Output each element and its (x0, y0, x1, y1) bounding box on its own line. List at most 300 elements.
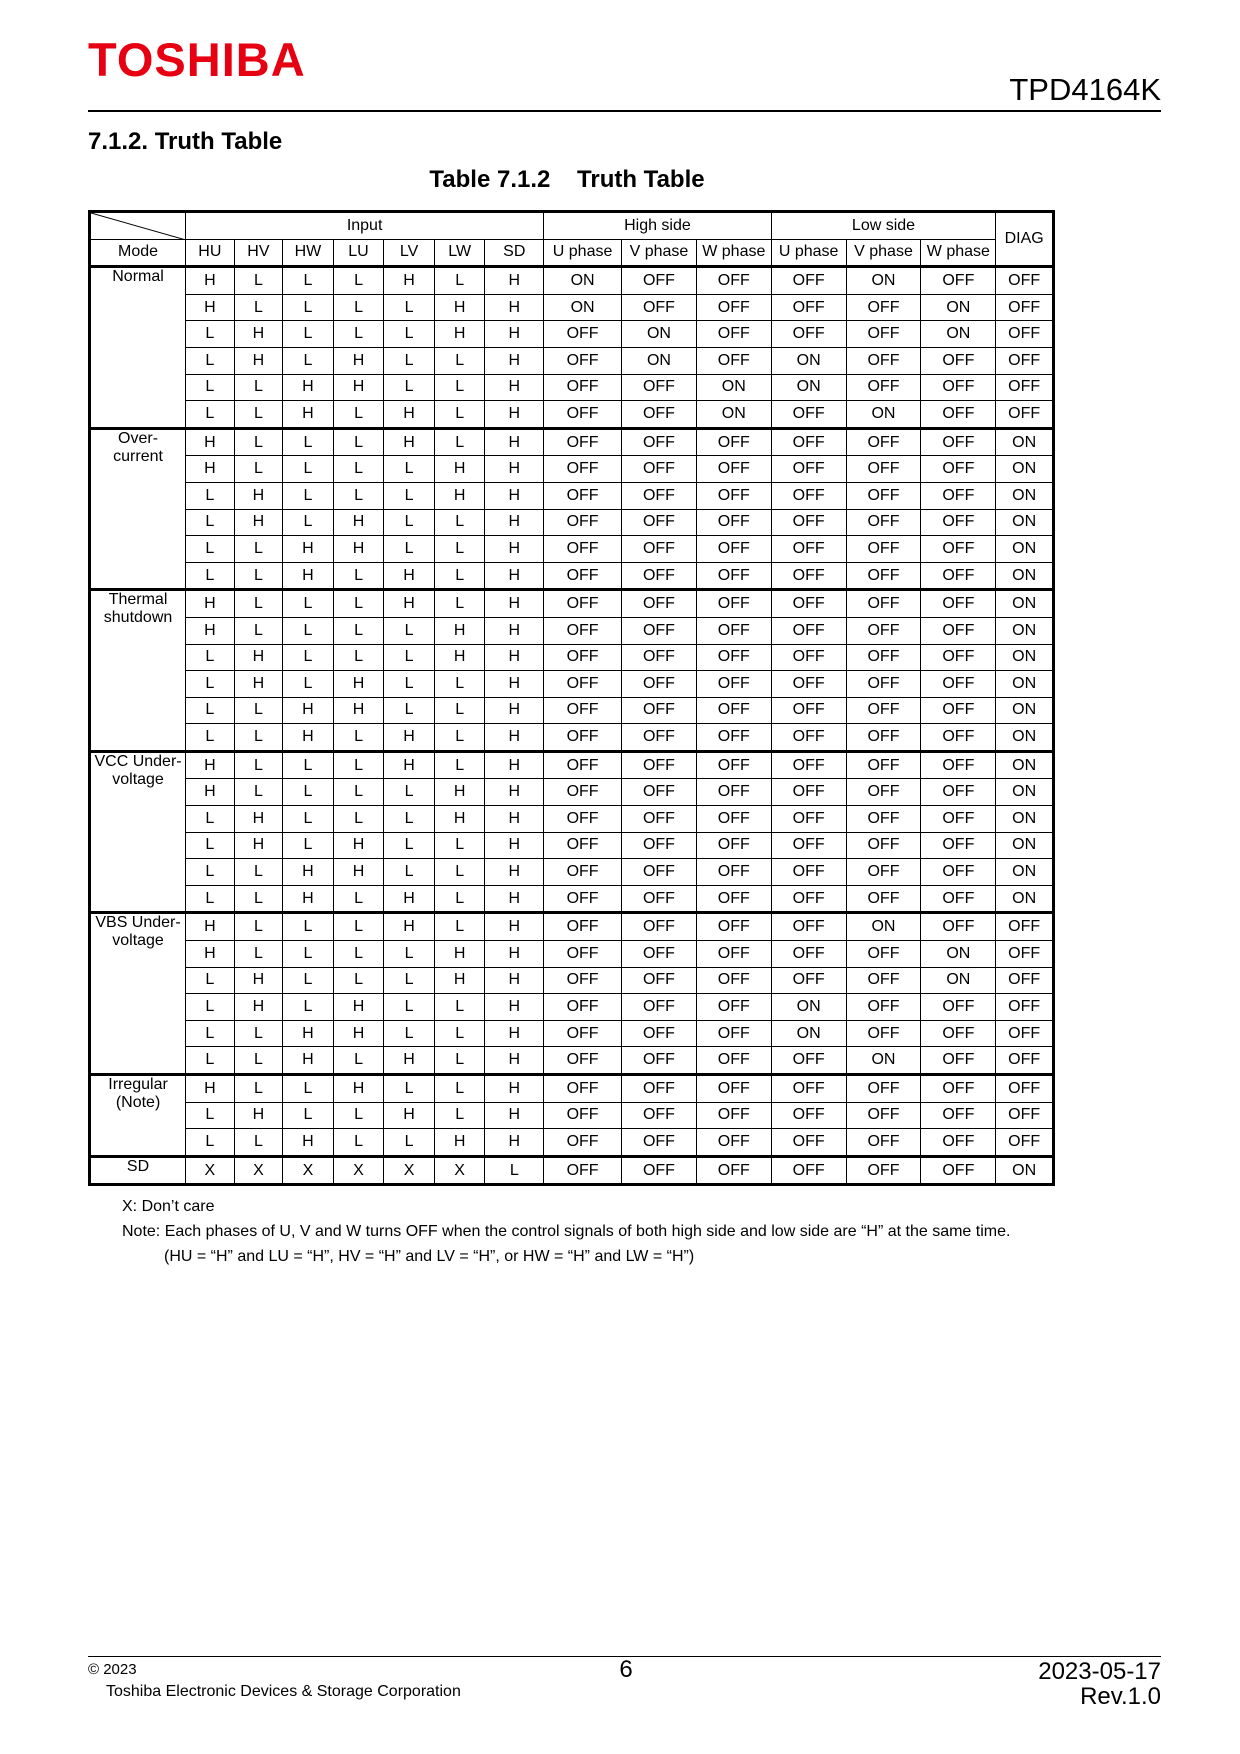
table-cell: OFF (846, 1020, 921, 1047)
mode-cell (90, 590, 186, 752)
table-cell: H (333, 697, 384, 724)
table-cell: L (333, 913, 384, 941)
table-cell: OFF (846, 347, 921, 374)
dont-care-note: X: Don’t care (122, 1198, 215, 1215)
table-cell: OFF (696, 994, 771, 1021)
table-cell: OFF (996, 1102, 1054, 1129)
brand-logo: TOSHIBA (88, 33, 306, 86)
table-cell: OFF (921, 428, 996, 456)
mode-label: Irregular (108, 1076, 168, 1093)
table-cell: H (485, 321, 544, 348)
table-cell: OFF (771, 806, 846, 833)
column-header: V phase (622, 239, 697, 267)
table-cell: OFF (921, 697, 996, 724)
table-cell: H (434, 1129, 485, 1157)
table-cell: H (283, 885, 334, 913)
table-cell: OFF (544, 671, 622, 698)
table-cell: OFF (696, 1020, 771, 1047)
table-cell: OFF (696, 779, 771, 806)
table-cell: L (186, 697, 235, 724)
column-header: SD (485, 239, 544, 267)
table-cell: H (234, 509, 283, 536)
table-cell: H (333, 859, 384, 886)
table-cell: OFF (846, 374, 921, 401)
table-cell: H (485, 671, 544, 698)
table-cell: OFF (771, 885, 846, 913)
table-cell: ON (996, 456, 1054, 483)
table-cell: H (485, 456, 544, 483)
table-cell: OFF (622, 428, 697, 456)
irregular-note: Note: Each phases of U, V and W turns OFF when the control signals of both high side and low side are “H” at the same time. (122, 1223, 1011, 1240)
table-cell: L (333, 321, 384, 348)
table-cell: L (283, 428, 334, 456)
table-cell: H (333, 1075, 384, 1103)
table-cell: OFF (846, 562, 921, 590)
table-cell: H (283, 1020, 334, 1047)
table-cell: OFF (921, 779, 996, 806)
table-cell: H (384, 562, 435, 590)
table-cell: OFF (846, 509, 921, 536)
table-cell: OFF (544, 832, 622, 859)
table-cell: X (186, 1156, 235, 1185)
table-cell: H (485, 509, 544, 536)
table-cell: OFF (996, 1075, 1054, 1103)
table-cell: ON (996, 644, 1054, 671)
table-cell: OFF (544, 724, 622, 752)
table-cell: X (434, 1156, 485, 1185)
table-cell: OFF (846, 671, 921, 698)
table-cell: ON (996, 428, 1054, 456)
table-cell: OFF (771, 671, 846, 698)
table-cell: OFF (771, 1102, 846, 1129)
table-cell: L (434, 913, 485, 941)
table-row (90, 913, 1054, 941)
mode-label: Over- (118, 429, 159, 447)
table-cell: OFF (846, 1102, 921, 1129)
table-cell: L (283, 967, 334, 994)
table-row (90, 671, 1054, 698)
table-cell: OFF (696, 913, 771, 941)
table-cell: OFF (846, 779, 921, 806)
section-title: 7.1.2. Truth Table (88, 128, 283, 155)
table-cell: L (434, 401, 485, 429)
table-cell: H (485, 294, 544, 321)
table-cell: OFF (622, 590, 697, 618)
table-cell: L (384, 456, 435, 483)
table-cell: H (384, 267, 435, 295)
table-cell: L (186, 832, 235, 859)
table-cell: OFF (921, 1047, 996, 1075)
table-cell: OFF (846, 321, 921, 348)
table-cell: OFF (622, 1156, 697, 1185)
table-cell: OFF (696, 724, 771, 752)
table-cell: OFF (771, 321, 846, 348)
table-cell: L (283, 941, 334, 968)
table-cell: ON (921, 321, 996, 348)
table-row (90, 697, 1054, 724)
table-cell: OFF (544, 994, 622, 1021)
table-cell: H (186, 913, 235, 941)
table-cell: L (186, 347, 235, 374)
table-cell: OFF (622, 885, 697, 913)
table-cell: OFF (921, 562, 996, 590)
table-cell: H (434, 321, 485, 348)
table-cell: L (234, 562, 283, 590)
table-cell: L (186, 1020, 235, 1047)
table-cell: OFF (921, 1020, 996, 1047)
column-header: LW (434, 239, 485, 267)
table-cell: L (283, 482, 334, 509)
table-cell: OFF (771, 562, 846, 590)
table-cell: OFF (846, 724, 921, 752)
table-cell: OFF (771, 267, 846, 295)
table-cell: OFF (771, 751, 846, 779)
table-cell: L (333, 267, 384, 295)
table-cell: OFF (921, 1075, 996, 1103)
mode-label-line2: current (113, 447, 163, 465)
table-cell: OFF (771, 1156, 846, 1185)
table-cell: ON (996, 562, 1054, 590)
table-cell: OFF (921, 994, 996, 1021)
table-cell: OFF (696, 1129, 771, 1157)
document-revision: Rev.1.0 (1080, 1683, 1161, 1710)
table-cell: L (384, 509, 435, 536)
table-cell: OFF (846, 1156, 921, 1185)
table-row (90, 456, 1054, 483)
table-cell: L (186, 321, 235, 348)
table-cell: H (485, 724, 544, 752)
table-row (90, 267, 1054, 295)
table-cell: H (485, 644, 544, 671)
table-cell: L (234, 779, 283, 806)
table-cell: ON (622, 347, 697, 374)
table-cell: L (384, 294, 435, 321)
page-number: 6 (619, 1656, 633, 1683)
table-cell: H (485, 994, 544, 1021)
table-cell: OFF (771, 941, 846, 968)
table-cell: H (485, 967, 544, 994)
table-cell: OFF (622, 1047, 697, 1075)
table-cell: OFF (622, 1129, 697, 1157)
table-cell: OFF (544, 751, 622, 779)
table-cell: OFF (771, 294, 846, 321)
table-cell: OFF (696, 456, 771, 483)
table-cell: L (333, 885, 384, 913)
table-cell: ON (622, 321, 697, 348)
table-cell: OFF (544, 562, 622, 590)
table-cell: H (333, 347, 384, 374)
table-cell: ON (696, 374, 771, 401)
table-cell: H (485, 751, 544, 779)
table-cell: H (485, 482, 544, 509)
column-header: U phase (544, 239, 622, 267)
table-cell: L (384, 482, 435, 509)
table-cell: OFF (996, 321, 1054, 348)
table-cell: OFF (622, 267, 697, 295)
table-cell: H (234, 832, 283, 859)
diag-header: DIAG (996, 212, 1054, 267)
table-cell: OFF (771, 617, 846, 644)
table-cell: OFF (622, 941, 697, 968)
table-cell: OFF (921, 347, 996, 374)
table-cell: OFF (771, 913, 846, 941)
table-cell: H (234, 967, 283, 994)
table-cell: H (485, 885, 544, 913)
table-cell: L (434, 671, 485, 698)
table-cell: H (384, 913, 435, 941)
table-cell: H (485, 859, 544, 886)
table-cell: L (234, 401, 283, 429)
table-cell: ON (996, 482, 1054, 509)
table-cell: H (234, 321, 283, 348)
table-cell: ON (846, 401, 921, 429)
table-cell: OFF (921, 456, 996, 483)
table-cell: H (384, 428, 435, 456)
table-cell: OFF (544, 482, 622, 509)
table-cell: OFF (544, 321, 622, 348)
notes (122, 1194, 1010, 1269)
column-header: V phase (846, 239, 921, 267)
table-cell: OFF (622, 617, 697, 644)
table-cell: OFF (771, 1047, 846, 1075)
table-cell: L (333, 1129, 384, 1157)
table-row (90, 401, 1054, 429)
table-cell: H (234, 806, 283, 833)
column-header: W phase (921, 239, 996, 267)
table-cell: L (434, 347, 485, 374)
table-cell: L (234, 374, 283, 401)
mode-cell (90, 428, 186, 590)
table-cell: H (283, 536, 334, 563)
table-cell: ON (996, 832, 1054, 859)
table-cell: L (234, 885, 283, 913)
table-row (90, 482, 1054, 509)
table-cell: H (186, 779, 235, 806)
table-cell: H (485, 697, 544, 724)
table-cell: OFF (996, 1047, 1054, 1075)
table-cell: L (186, 1129, 235, 1157)
table-cell: L (186, 644, 235, 671)
table-cell: OFF (696, 562, 771, 590)
table-cell: L (283, 321, 334, 348)
table-cell: L (384, 994, 435, 1021)
table-cell: L (384, 321, 435, 348)
table-cell: L (384, 617, 435, 644)
table-cell: L (434, 509, 485, 536)
copyright: © 2023 (88, 1661, 137, 1678)
table-cell: X (283, 1156, 334, 1185)
table-cell: L (434, 536, 485, 563)
table-cell: OFF (622, 724, 697, 752)
table-row (90, 428, 1054, 456)
table-cell: OFF (771, 779, 846, 806)
table-cell: OFF (996, 913, 1054, 941)
table-cell: OFF (622, 994, 697, 1021)
table-cell: ON (921, 941, 996, 968)
table-cell: OFF (544, 428, 622, 456)
mode-label: VBS Under- (95, 914, 181, 932)
table-cell: L (234, 1129, 283, 1157)
table-row (90, 347, 1054, 374)
table-cell: OFF (622, 751, 697, 779)
table-cell: L (333, 941, 384, 968)
table-cell: H (283, 724, 334, 752)
column-header: W phase (696, 239, 771, 267)
table-cell: ON (996, 509, 1054, 536)
table-cell: L (434, 590, 485, 618)
table-cell: L (283, 1075, 334, 1103)
table-cell: OFF (921, 806, 996, 833)
table-cell: OFF (622, 671, 697, 698)
company-name: Toshiba Electronic Devices & Storage Corporation (106, 1683, 461, 1700)
mode-cell (90, 913, 186, 1075)
mode-cell (90, 267, 186, 429)
table-cell: H (333, 1020, 384, 1047)
table-cell: L (283, 590, 334, 618)
table-cell: OFF (544, 697, 622, 724)
table-cell: ON (846, 913, 921, 941)
table-cell: H (485, 1129, 544, 1157)
table-cell: H (283, 859, 334, 886)
table-cell: OFF (771, 536, 846, 563)
table-cell: H (333, 509, 384, 536)
table-cell: OFF (696, 482, 771, 509)
table-cell: OFF (544, 509, 622, 536)
table-cell: OFF (544, 1047, 622, 1075)
table-row (90, 294, 1054, 321)
document-date: 2023-05-17 (1038, 1658, 1161, 1685)
table-cell: L (384, 347, 435, 374)
table-cell: OFF (921, 509, 996, 536)
table-row (90, 590, 1054, 618)
table-row (90, 751, 1054, 779)
table-cell: OFF (846, 1129, 921, 1157)
table-cell: H (384, 590, 435, 618)
table-cell: OFF (622, 456, 697, 483)
table-cell: OFF (771, 832, 846, 859)
table-cell: L (234, 617, 283, 644)
table-cell: OFF (996, 401, 1054, 429)
table-cell: OFF (544, 401, 622, 429)
table-cell: L (283, 294, 334, 321)
corner-diagonal (91, 213, 186, 240)
table-cell: L (434, 994, 485, 1021)
table-cell: L (283, 751, 334, 779)
table-cell: ON (771, 994, 846, 1021)
table-cell: OFF (696, 1075, 771, 1103)
table-row (90, 859, 1054, 886)
table-cell: H (434, 779, 485, 806)
table-cell: L (384, 806, 435, 833)
table-cell: H (485, 832, 544, 859)
table-cell: H (333, 994, 384, 1021)
table-cell: L (333, 428, 384, 456)
table-cell: OFF (921, 751, 996, 779)
table-cell: H (384, 1102, 435, 1129)
table-cell: H (485, 590, 544, 618)
table-cell: H (333, 832, 384, 859)
table-cell: OFF (846, 832, 921, 859)
mode-label-line2: voltage (112, 770, 164, 788)
table-cell: OFF (771, 401, 846, 429)
table-cell: X (333, 1156, 384, 1185)
table-cell: OFF (696, 321, 771, 348)
table-cell: ON (846, 267, 921, 295)
mode-label: SD (126, 1157, 150, 1175)
table-cell: OFF (921, 1102, 996, 1129)
table-cell: L (283, 509, 334, 536)
table-cell: OFF (622, 482, 697, 509)
table-cell: L (485, 1156, 544, 1185)
table-cell: OFF (846, 697, 921, 724)
table-row (90, 724, 1054, 752)
table-cell: OFF (544, 806, 622, 833)
table-cell: H (283, 697, 334, 724)
table-cell: H (485, 1020, 544, 1047)
table-cell: X (234, 1156, 283, 1185)
table-cell: OFF (996, 347, 1054, 374)
table-cell: L (186, 806, 235, 833)
table-cell: L (384, 859, 435, 886)
table-cell: OFF (771, 697, 846, 724)
table-cell: ON (996, 779, 1054, 806)
table-cell: H (485, 267, 544, 295)
table-cell: H (186, 617, 235, 644)
table-cell: ON (846, 1047, 921, 1075)
part-number: TPD4164K (1009, 72, 1161, 107)
column-header: LU (333, 239, 384, 267)
table-cell: L (333, 482, 384, 509)
table-cell: L (333, 806, 384, 833)
table-cell: OFF (996, 294, 1054, 321)
table-cell: OFF (622, 374, 697, 401)
table-cell: L (384, 697, 435, 724)
table-cell: OFF (544, 1020, 622, 1047)
table-cell: H (186, 590, 235, 618)
table-cell: OFF (544, 590, 622, 618)
table-cell: H (434, 941, 485, 968)
table-cell: H (434, 806, 485, 833)
table-cell: L (234, 941, 283, 968)
table-cell: H (186, 428, 235, 456)
mode-label: VCC Under- (94, 752, 182, 770)
table-cell: L (234, 697, 283, 724)
table-cell: OFF (622, 536, 697, 563)
table-cell: OFF (846, 967, 921, 994)
table-cell: ON (996, 617, 1054, 644)
table-cell: OFF (544, 885, 622, 913)
table-cell: L (186, 994, 235, 1021)
table-cell: H (485, 536, 544, 563)
table-cell: L (384, 671, 435, 698)
table-cell: L (333, 724, 384, 752)
table-row (90, 967, 1054, 994)
table-cell: OFF (846, 294, 921, 321)
table-cell: OFF (846, 859, 921, 886)
table-cell: L (384, 967, 435, 994)
table-cell: H (485, 941, 544, 968)
table-cell: OFF (921, 885, 996, 913)
low-side-group-header: Low side (771, 212, 996, 240)
table-cell: OFF (921, 859, 996, 886)
table-cell: ON (921, 294, 996, 321)
table-cell: OFF (921, 267, 996, 295)
table-cell: L (333, 967, 384, 994)
table-row (90, 1020, 1054, 1047)
table-cell: H (283, 401, 334, 429)
column-header: HW (283, 239, 334, 267)
table-cell: OFF (622, 644, 697, 671)
